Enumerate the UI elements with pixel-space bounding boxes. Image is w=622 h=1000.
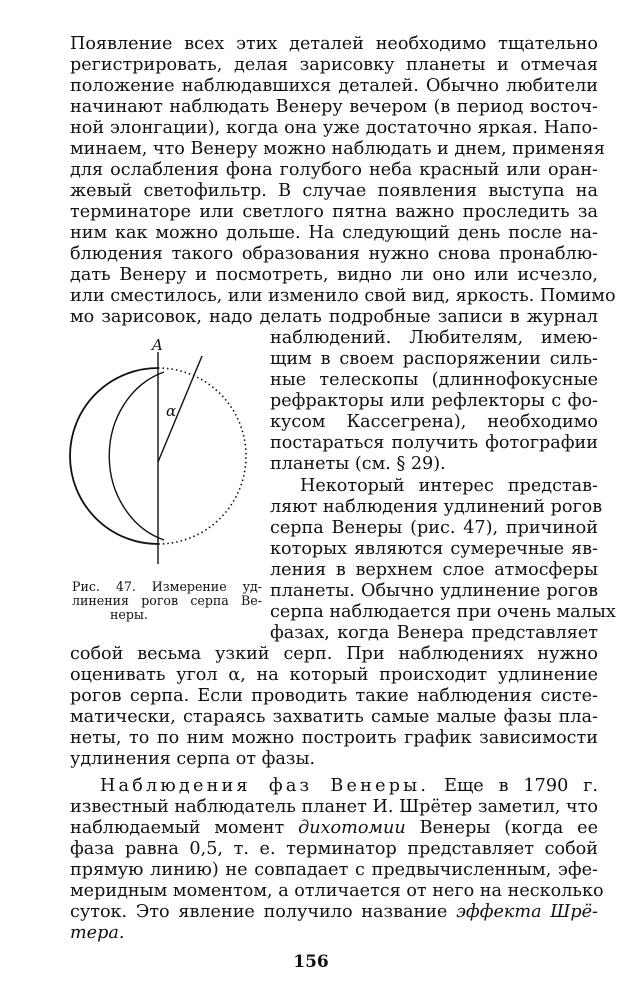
page-number: 156 bbox=[293, 952, 329, 972]
text-line: Появление всех этих деталей необходимо тщательно bbox=[70, 34, 598, 54]
figure-47 bbox=[66, 334, 262, 578]
text-line bbox=[70, 902, 598, 923]
text-line: меридным моментом, а отличается от него на несколько bbox=[70, 881, 604, 901]
text-line: мо зарисовок, надо делать подробные записи в журнал bbox=[70, 307, 598, 327]
text-line: терминаторе или светлого пятна важно проследить за bbox=[70, 202, 598, 222]
text-line: собой весьма узкий серп. При наблюдениях нужно bbox=[70, 644, 598, 664]
text-line: прямую линию) не совпадает с предвычисленным, эфе- bbox=[70, 860, 598, 880]
text-line: постараться получить фотографии bbox=[270, 433, 598, 453]
text-line: блюдения такого образования нужно снова пронаблю- bbox=[70, 244, 598, 264]
horn-extension-line bbox=[158, 356, 202, 462]
text-line: щим в своем распоряжении силь- bbox=[270, 349, 598, 369]
text-line: начинают наблюдать Венеру вечером (в период восточ- bbox=[70, 97, 598, 117]
disc-left-arc bbox=[70, 368, 158, 544]
text-line bbox=[70, 923, 598, 944]
text-line: Некоторый интерес представ- bbox=[300, 476, 598, 496]
text-line: ления в верхнем слое атмосферы bbox=[270, 560, 598, 580]
text-line: регистрировать, делая зарисовку планеты и отмечая bbox=[70, 55, 598, 75]
section-heading-line bbox=[100, 776, 598, 797]
text-line: ные телескопы (длиннофокусные bbox=[270, 370, 598, 390]
text-line: ним как можно дольше. На следующий день после на- bbox=[70, 223, 598, 243]
emphasis-dichotomy: дихотомии bbox=[298, 818, 406, 838]
text-span: суток. Это явление получило название bbox=[70, 902, 448, 922]
text-span: Венеры (когда ее bbox=[419, 818, 598, 838]
text-line: или сместилось, или изменило свой вид, яркость. Помимо bbox=[70, 286, 616, 306]
emphasis-schroeter-end: тера. bbox=[70, 923, 125, 943]
text-line: планеты (см. § 29). bbox=[270, 454, 446, 474]
text-line: фазах, когда Венера представляет bbox=[270, 623, 598, 643]
text-line: серпа наблюдается при очень малых bbox=[270, 602, 616, 622]
text-line: известный наблюдатель планет И. Шрётер заметил, что bbox=[70, 797, 598, 817]
venus-horn-diagram bbox=[66, 334, 262, 578]
text-line: планеты. Обычно удлинение рогов bbox=[270, 581, 598, 601]
text-line: рогов серпа. Если проводить такие наблюдения систе- bbox=[70, 686, 598, 706]
text-line: рефракторы или рефлекторы с фо- bbox=[270, 391, 598, 411]
emphasis-schroeter: эффекта Шрё- bbox=[456, 902, 598, 922]
angle-label: α bbox=[166, 402, 177, 420]
text-line: положение наблюдавшихся деталей. Обычно любители bbox=[70, 76, 598, 96]
text-line: удлинения серпа от фазы. bbox=[70, 749, 316, 769]
text-line: ляют наблюдения удлинений рогов bbox=[270, 497, 603, 517]
text-line: для ослабления фона голубого неба красный или оран- bbox=[70, 160, 598, 180]
text-line: которых являются сумеречные яв- bbox=[270, 539, 598, 559]
text-line bbox=[70, 818, 598, 839]
section-line-rest: Еще в 1790 г. bbox=[444, 776, 598, 796]
caption-line: линения рогов серпа Ве- bbox=[72, 593, 262, 608]
text-line: минаем, что Венеру можно наблюдать и днем, применяя bbox=[70, 139, 605, 159]
text-line: серпа Венеры (рис. 47), причиной bbox=[270, 518, 598, 538]
text-line: жевый светофильтр. В случае появления выступа на bbox=[70, 181, 598, 201]
caption-line: Рис. 47. Измерение уд- bbox=[72, 579, 262, 594]
disc-right-arc bbox=[158, 368, 246, 544]
text-span: наблюдаемый момент bbox=[70, 818, 285, 838]
text-line: матически, стараясь захватить самые малые фазы пла- bbox=[70, 707, 598, 727]
section-heading: Наблюдения фаз Венеры. bbox=[100, 776, 430, 796]
caption-line: неры. bbox=[110, 607, 148, 622]
text-line: наблюдений. Любителям, имею- bbox=[270, 328, 598, 348]
terminator-arc bbox=[109, 372, 164, 540]
axis-label: A bbox=[152, 336, 163, 354]
text-line: фаза равна 0,5, т. е. терминатор представляет собой bbox=[70, 839, 598, 859]
text-line: кусом Кассегрена), необходимо bbox=[270, 412, 598, 432]
text-line: оценивать угол α, на который происходит удлинение bbox=[70, 665, 598, 685]
text-line: ной элонгации), когда она уже достаточно яркая. Напо- bbox=[70, 118, 598, 138]
text-line: неты, то по ним можно построить график зависимости bbox=[70, 728, 598, 748]
text-line: дать Венеру и посмотреть, видно ли оно или исчезло, bbox=[70, 265, 598, 285]
